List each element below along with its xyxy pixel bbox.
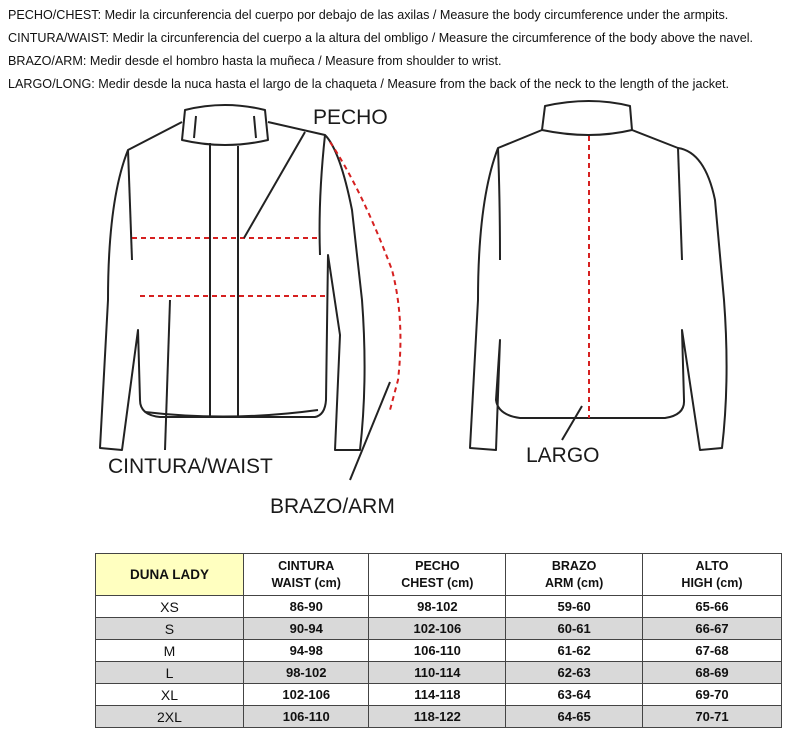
arm-cell: 61-62	[506, 640, 643, 662]
instruction-waist: CINTURA/WAIST: Medir la circunferencia del cuerpo a la altura del ombligo / Measure the circumference of the body above the navel.	[8, 31, 754, 45]
chest-cell: 98-102	[369, 596, 506, 618]
label-long: LARGO	[526, 444, 600, 467]
jacket-back-illustration	[470, 101, 727, 450]
label-arm: BRAZO/ARM	[270, 495, 395, 518]
arm-cell: 63-64	[506, 684, 643, 706]
high-cell: 70-71	[642, 706, 781, 728]
waist-cell: 106-110	[243, 706, 369, 728]
table-row	[96, 706, 782, 728]
chest-cell: 118-122	[369, 706, 506, 728]
chest-cell: 106-110	[369, 640, 506, 662]
size-cell: 2XL	[96, 706, 244, 728]
leader-lines	[165, 132, 390, 480]
size-cell: XS	[96, 596, 244, 618]
label-waist: CINTURA/WAIST	[108, 455, 273, 478]
size-chart-table	[95, 553, 782, 728]
label-chest: PECHO	[313, 106, 388, 129]
chest-cell: 110-114	[369, 662, 506, 684]
header-waist: CINTURA WAIST (cm)	[243, 554, 369, 596]
long-leader-line	[562, 406, 582, 440]
arm-cell: 60-61	[506, 618, 643, 640]
waist-cell: 94-98	[243, 640, 369, 662]
table-row	[96, 662, 782, 684]
size-cell: S	[96, 618, 244, 640]
instruction-arm: BRAZO/ARM: Medir desde el hombro hasta la muñeca / Measure from shoulder to wrist.	[8, 54, 502, 68]
table-header-row	[96, 554, 782, 596]
arm-cell: 59-60	[506, 596, 643, 618]
header-chest: PECHO CHEST (cm)	[369, 554, 506, 596]
instruction-chest: PECHO/CHEST: Medir la circunferencia del cuerpo por debajo de las axilas / Measure the body circumference under the armpits.	[8, 8, 729, 22]
table-row	[96, 640, 782, 662]
waist-cell: 86-90	[243, 596, 369, 618]
jacket-front-illustration	[100, 105, 365, 450]
high-cell: 69-70	[642, 684, 781, 706]
chest-cell: 102-106	[369, 618, 506, 640]
chest-cell: 114-118	[369, 684, 506, 706]
high-cell: 68-69	[642, 662, 781, 684]
size-cell: M	[96, 640, 244, 662]
table-row	[96, 618, 782, 640]
arm-cell: 62-63	[506, 662, 643, 684]
size-cell: XL	[96, 684, 244, 706]
model-name: DUNA LADY	[96, 554, 244, 596]
table-row	[96, 596, 782, 618]
size-cell: L	[96, 662, 244, 684]
high-cell: 67-68	[642, 640, 781, 662]
instruction-long: LARGO/LONG: Medir desde la nuca hasta el largo de la chaqueta / Measure from the back of the neck to the length of the jacket.	[8, 77, 730, 91]
waist-cell: 90-94	[243, 618, 369, 640]
arm-cell: 64-65	[506, 706, 643, 728]
high-cell: 66-67	[642, 618, 781, 640]
high-cell: 65-66	[642, 596, 781, 618]
table-row	[96, 684, 782, 706]
waist-cell: 98-102	[243, 662, 369, 684]
header-arm: BRAZO ARM (cm)	[506, 554, 643, 596]
header-high: ALTO HIGH (cm)	[642, 554, 781, 596]
waist-cell: 102-106	[243, 684, 369, 706]
